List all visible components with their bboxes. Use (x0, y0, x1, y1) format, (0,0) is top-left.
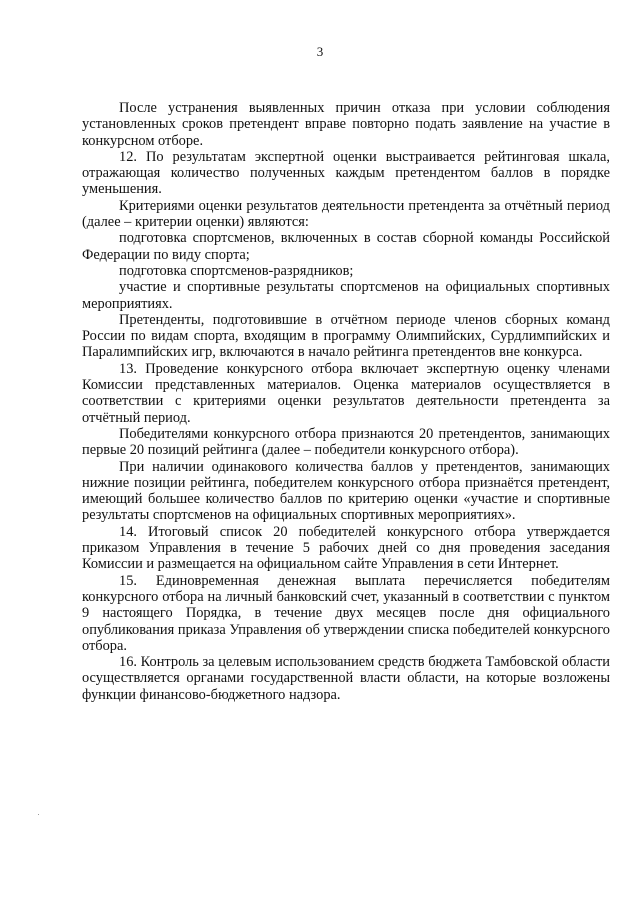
paragraph-item-12: 12. По результатам экспертной оценки выстраивается рейтинговая шкала, отражающая количество полученных каждым претендентом баллов в порядке уменьшения. (82, 148, 610, 198)
page-number: 3 (316, 44, 324, 59)
scan-speck (38, 814, 39, 815)
paragraph-item-15: 15. Единовременная денежная выплата перечисляется победителям конкурсного отбора на личный банковский счет, указанный в соответствии с пунктом 9 настоящего Порядка, в течение двух месяцев после дня официального опубликования приказа Управления об утверждении списка победителей конкурсного отбора. (82, 572, 610, 654)
paragraph-criterion-ranked-athletes: подготовка спортсменов-разрядников; (119, 262, 354, 279)
paragraph-criterion-official-events: участие и спортивные результаты спортсменов на официальных спортивных мероприятиях. (82, 279, 610, 312)
paragraph-reapply: После устранения выявленных причин отказа при условии соблюдения установленных сроков претендент вправе повторно подать заявление на участие в конкурсном отборе. (82, 100, 610, 149)
paragraph-out-of-competition: Претенденты, подготовившие в отчётном периоде членов сборных команд России по видам спорта, входящим в программу Олимпийских, Сурдлимпийских и Паралимпийских игр, включаются в начало рейтинга претендентов вне конкурса. (82, 311, 610, 361)
paragraph-item-14: 14. Итоговый список 20 победителей конкурсного отбора утверждается приказом Управления в течение 5 рабочих дней со дня проведения заседания Комиссии и размещается на официальном сайте Управления в сети Интернет. (82, 523, 610, 573)
document-body (82, 100, 610, 703)
paragraph-item-16: 16. Контроль за целевым использованием средств бюджета Тамбовской области осуществляется органами государственной власти области, на которые возложены функции финансово-бюджетного надзора. (82, 654, 610, 703)
paragraph-criteria-intro: Критериями оценки результатов деятельности претендента за отчётный период (далее – критерии оценки) являются: (82, 197, 610, 231)
paragraph-criterion-national-team: подготовка спортсменов, включенных в состав сборной команды Российской Федерации по виду спорта; (82, 230, 610, 263)
paragraph-tie-break: При наличии одинакового количества баллов у претендентов, занимающих нижние позиции рейтинга, победителем конкурсного отбора признаётся претендент, имеющий большее количество баллов по критерию оценки «участие и спортивные результаты спортсменов на официальных спортивных мероприятиях». (82, 458, 610, 524)
paragraph-item-13: 13. Проведение конкурсного отбора включает экспертную оценку членами Комиссии представленных материалов. Оценка материалов осуществляется в соответствии с критериями оценки результатов деятельности претендента за отчётный период. (82, 360, 610, 426)
paragraph-winners: Победителями конкурсного отбора признаются 20 претендентов, занимающих первые 20 позиций рейтинга (далее – победители конкурсного отбора). (82, 425, 610, 459)
